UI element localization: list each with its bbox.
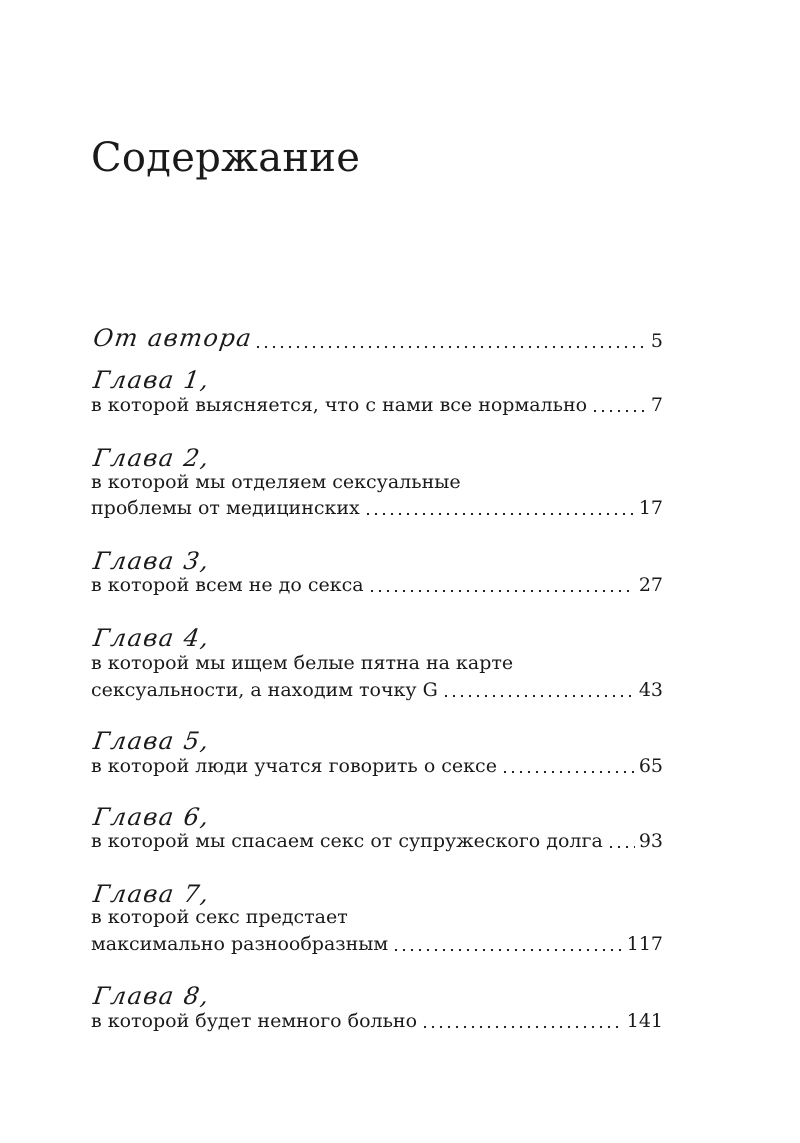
chapter-heading-2: Глава 2, [91, 444, 212, 472]
toc-page-number: 7 [650, 394, 663, 416]
leader-dots [368, 585, 635, 593]
toc-entry-chapter-1[interactable] [91, 390, 663, 420]
chapter-subtitle-line: в которой мы ищем белые пятна на карте [91, 652, 514, 674]
toc-entry-chapter-4[interactable] [91, 675, 663, 705]
toc-page-number: 117 [626, 933, 663, 955]
leader-dots [421, 1021, 623, 1029]
toc-entry-chapter-8[interactable] [91, 1006, 663, 1036]
chapter-heading-5: Глава 5, [91, 727, 212, 755]
chapter-heading-7: Глава 7, [91, 880, 212, 908]
leader-dots [254, 341, 647, 349]
leader-dots [607, 841, 635, 849]
toc-page-number: 141 [626, 1010, 663, 1032]
toc-entry-chapter-3[interactable] [91, 570, 663, 600]
chapter-subtitle-line: в которой секс предстает [91, 906, 348, 928]
chapter-heading-4: Глава 4, [91, 624, 212, 652]
chapter-subtitle: максимально разнообразным [91, 933, 389, 955]
chapter-heading-6: Глава 6, [91, 803, 212, 831]
chapter-subtitle: в которой выясняется, что с нами все нормально [91, 394, 588, 416]
chapter-subtitle: в которой люди учатся говорить о сексе [91, 755, 497, 777]
chapter-subtitle: в которой будет немного больно [91, 1010, 418, 1032]
toc-page-number: 93 [638, 830, 663, 852]
leader-dots [392, 944, 623, 952]
chapter-subtitle: в которой мы спасаем секс от супружеского долга [91, 830, 603, 852]
leader-dots [501, 766, 635, 774]
chapter-subtitle: проблемы от медицинских [91, 497, 360, 519]
leader-dots [364, 508, 635, 516]
toc-page-number: 5 [650, 330, 663, 352]
leader-dots [442, 690, 635, 698]
toc-entry-chapter-7[interactable] [91, 929, 663, 959]
chapter-heading-1: Глава 1, [91, 366, 212, 394]
toc-page-number: 65 [638, 755, 663, 777]
chapter-heading-8: Глава 8, [91, 982, 212, 1010]
chapter-subtitle: сексуальности, а находим точку G [91, 679, 438, 701]
toc-page-number: 17 [638, 497, 663, 519]
chapter-heading-3: Глава 3, [91, 547, 212, 575]
toc-author-label: От автора [91, 324, 255, 352]
toc-entry-author[interactable] [91, 316, 663, 356]
toc-entry-chapter-6[interactable] [91, 826, 663, 856]
leader-dots [591, 405, 647, 413]
toc-entry-chapter-2[interactable] [91, 493, 663, 523]
toc-page-number: 43 [638, 679, 663, 701]
chapter-subtitle: в которой всем не до секса [91, 574, 364, 596]
toc-entry-chapter-5[interactable] [91, 751, 663, 781]
toc-page-number: 27 [638, 574, 663, 596]
chapter-subtitle-line: в которой мы отделяем сексуальные [91, 471, 461, 493]
page-title: Содержание [91, 135, 361, 181]
